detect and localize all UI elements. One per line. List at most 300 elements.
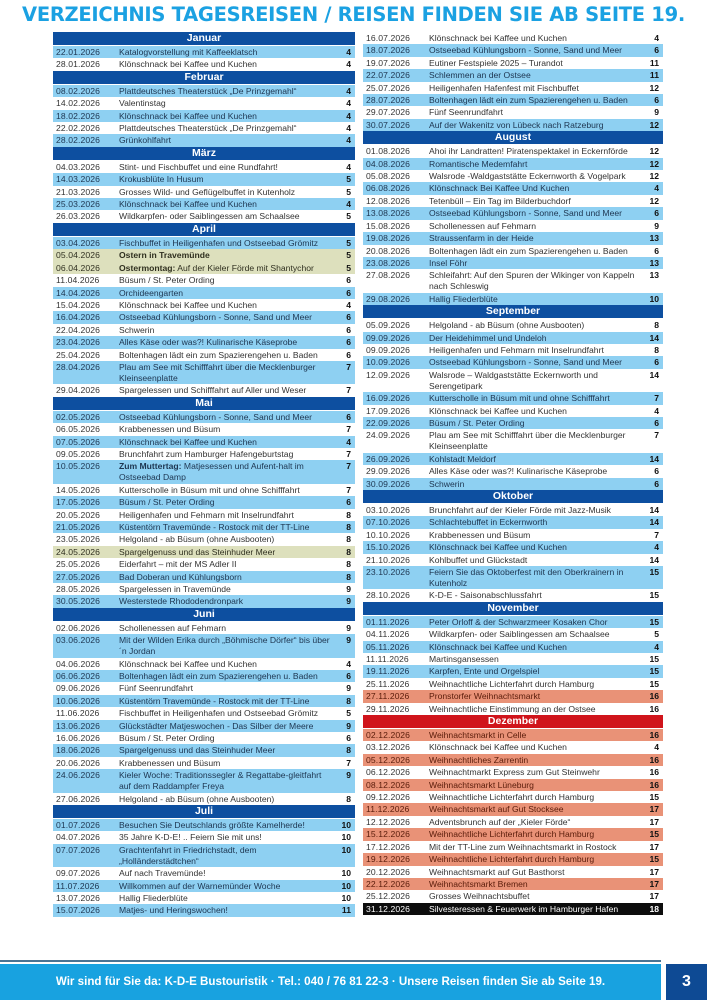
trip-title: Martinsgansessen xyxy=(429,654,499,664)
trip-date: 06.06.2026 xyxy=(56,671,101,682)
trip-date: 10.10.2026 xyxy=(366,529,411,540)
trip-row xyxy=(53,867,355,879)
trip-date: 24.09.2026 xyxy=(366,430,411,441)
trip-title: Büsum / St. Peter Ording xyxy=(429,417,525,428)
trip-row xyxy=(53,349,355,361)
trip-row xyxy=(363,293,663,305)
trip-row xyxy=(53,122,355,134)
trip-title: Kutterscholle in Büsum mit und ohne Schifffahrt xyxy=(119,484,300,495)
trip-title: Orchideengarten xyxy=(119,287,184,298)
trip-page: 12 xyxy=(649,158,659,169)
trip-page: 4 xyxy=(346,59,351,70)
trip-page: 5 xyxy=(346,186,351,197)
trip-date: 07.05.2026 xyxy=(56,436,101,447)
trip-date: 06.12.2026 xyxy=(366,767,411,778)
trip-date: 19.07.2026 xyxy=(366,57,411,68)
trip-row xyxy=(363,145,663,157)
trip-row xyxy=(363,690,663,702)
trip-row xyxy=(53,460,355,483)
trip-title: Ostseebad Kühlungsborn - Sonne, Sand und Meer xyxy=(429,208,623,219)
trip-page: 6 xyxy=(346,324,351,335)
trip-page: 7 xyxy=(346,757,351,768)
month-header: Juli xyxy=(53,805,355,819)
trip-page: 6 xyxy=(654,478,659,489)
trip-title: Schwerin xyxy=(119,324,155,335)
trip-date: 11.11.2026 xyxy=(366,654,409,664)
trip-row xyxy=(53,793,355,805)
trip-date: 30.07.2026 xyxy=(366,119,411,130)
trip-page: 6 xyxy=(346,337,351,348)
trip-page: 15 xyxy=(649,854,659,865)
trip-page: 17 xyxy=(649,841,659,852)
trip-page: 14 xyxy=(649,453,659,464)
trip-row xyxy=(363,82,663,94)
trip-title: Klönschnack bei Kaffee und Kuchen xyxy=(119,59,257,70)
trip-page: 9 xyxy=(346,770,351,781)
trip-row xyxy=(363,741,663,753)
trip-title: Weihnachtliche Lichterfahrt durch Hamburg xyxy=(429,792,595,803)
trip-date: 23.10.2026 xyxy=(366,566,411,577)
trip-title: Krabbenessen und Büsum xyxy=(119,424,221,435)
trip-row xyxy=(363,182,663,194)
trip-date: 02.05.2026 xyxy=(56,411,101,422)
trip-row xyxy=(53,509,355,521)
trip-date: 14.05.2026 xyxy=(56,484,101,495)
trip-date: 23.04.2026 xyxy=(56,337,101,348)
trip-title: Fischbuffet in Heiligenhafen und Ostseebad Grömitz xyxy=(119,237,319,248)
trip-date: 18.02.2026 xyxy=(56,110,101,121)
trip-date: 29.07.2026 xyxy=(366,107,411,118)
trip-page: 6 xyxy=(654,357,659,368)
trip-page: 17 xyxy=(649,866,659,877)
trip-row xyxy=(53,97,355,109)
trip-page: 8 xyxy=(346,521,351,532)
trip-page: 4 xyxy=(346,161,351,172)
month-header: Juni xyxy=(53,608,355,622)
trip-row xyxy=(53,46,355,58)
trip-page: 10 xyxy=(649,293,659,304)
trip-date: 13.07.2026 xyxy=(56,893,101,904)
trip-row xyxy=(363,678,663,690)
trip-date: 21.05.2026 xyxy=(56,521,101,532)
trip-page: 8 xyxy=(346,509,351,520)
trip-row xyxy=(53,134,355,146)
trip-date: 16.07.2026 xyxy=(366,33,411,43)
trip-title: Willkommen auf der Warnemünder Woche xyxy=(119,880,281,891)
trip-date: 22.04.2026 xyxy=(56,324,101,335)
trip-row xyxy=(363,729,663,741)
trip-title: Eiderfahrt – mit der MS Adler II xyxy=(119,559,237,570)
trip-title: Ostseebad Kühlungsborn - Sonne, Sand und Meer xyxy=(119,411,313,422)
trip-page: 7 xyxy=(346,361,351,372)
trip-date: 04.06.2026 xyxy=(56,658,101,669)
trip-date: 25.05.2026 xyxy=(56,559,101,570)
trip-date: 25.03.2026 xyxy=(56,199,101,210)
trip-row xyxy=(53,448,355,460)
trip-row xyxy=(363,816,663,828)
trip-row xyxy=(53,571,355,583)
trip-title: Ostseebad Kühlungsborn - Sonne, Sand und Meer xyxy=(429,357,623,368)
trip-title xyxy=(115,460,333,483)
trip-page: 6 xyxy=(346,349,351,360)
trip-row xyxy=(363,69,663,81)
trip-date: 22.02.2026 xyxy=(56,123,101,134)
trip-page: 12 xyxy=(649,195,659,206)
trip-row xyxy=(363,170,663,182)
trip-row xyxy=(363,653,663,665)
trip-row xyxy=(363,616,663,628)
trip-date: 15.04.2026 xyxy=(56,299,101,310)
trip-title: Alles Käse oder was?! Kulinarische Käseprobe xyxy=(429,466,608,477)
trip-row xyxy=(53,583,355,595)
trip-title: Fünf Seenrundfahrt xyxy=(119,683,194,694)
trip-page: 5 xyxy=(346,174,351,185)
trip-row xyxy=(53,658,355,670)
trip-title: Klönschnack bei Kaffee und Kuchen xyxy=(119,658,257,669)
trip-row xyxy=(363,890,663,902)
trip-date: 09.07.2026 xyxy=(56,868,101,879)
trip-row xyxy=(363,344,663,356)
trip-row xyxy=(53,311,355,323)
trip-title: Plattdeutsches Theaterstück „De Prinzgemahl“ xyxy=(119,85,297,96)
trip-date: 05.09.2026 xyxy=(366,320,411,331)
trip-row xyxy=(363,641,663,653)
trip-title: Hallig Fliederblüte xyxy=(429,293,498,304)
trip-row xyxy=(363,791,663,803)
trip-page: 13 xyxy=(649,270,659,281)
trip-title: Büsum / St. Peter Ording xyxy=(119,275,215,286)
trip-date: 20.12.2026 xyxy=(366,866,411,877)
trip-row xyxy=(363,232,663,244)
trip-page: 4 xyxy=(654,405,659,416)
trip-row xyxy=(53,423,355,435)
trip-title: Plau am See mit Schifffahrt über die Mecklenburger Kleinseenplatte xyxy=(429,430,626,452)
trip-row xyxy=(53,173,355,185)
trip-row xyxy=(53,720,355,732)
trip-page: 12 xyxy=(649,171,659,182)
trip-page: 17 xyxy=(649,816,659,827)
trip-date: 03.12.2026 xyxy=(366,742,411,753)
trip-date: 15.10.2026 xyxy=(366,542,411,553)
trip-page: 6 xyxy=(346,275,351,286)
trip-date: 22.09.2026 xyxy=(366,417,411,428)
trip-date: 28.02.2026 xyxy=(56,135,101,146)
trip-title: Weihnachtliches Zarrentin xyxy=(429,754,529,765)
trip-title: Grachtenfahrt in Friedrichstadt, dem „Holländerstädtchen“ xyxy=(119,844,257,866)
left-column xyxy=(53,32,355,917)
trip-page: 8 xyxy=(346,695,351,706)
trip-page: 13 xyxy=(649,233,659,244)
trip-page: 8 xyxy=(346,793,351,804)
trip-page: 4 xyxy=(654,742,659,753)
trip-date: 20.05.2026 xyxy=(56,509,101,520)
trip-page: 9 xyxy=(654,107,659,118)
trip-page: 16 xyxy=(649,703,659,714)
trip-date: 25.12.2026 xyxy=(366,891,411,902)
trip-title: Heiligenhafen und Fehmarn mit Inselrundfahrt xyxy=(119,509,294,520)
trip-title: Grosses Weihnachtsbuffet xyxy=(429,891,530,902)
trip-row xyxy=(363,119,663,131)
trip-page: 7 xyxy=(346,448,351,459)
trip-date: 23.08.2026 xyxy=(366,257,411,268)
trip-date: 26.03.2026 xyxy=(56,211,101,222)
trip-title: Büsum / St. Peter Ording xyxy=(119,497,215,508)
trip-date: 09.09.2026 xyxy=(366,344,411,355)
trip-date: 14.04.2026 xyxy=(56,287,101,298)
trip-date: 10.05.2026 xyxy=(56,461,101,472)
trip-title: Eutiner Festspiele 2025 – Turandot xyxy=(429,57,563,68)
trip-title xyxy=(115,249,333,261)
trip-title: Schlemmen an der Ostsee xyxy=(429,70,531,81)
trip-title-rest: Matjesessen und Aufent-halt im Ostseebad Damp xyxy=(119,461,304,483)
trip-date: 08.12.2026 xyxy=(366,779,411,790)
trip-title: Weihnachtsmarkt Lüneburg xyxy=(429,779,534,790)
trip-date: 04.08.2026 xyxy=(366,158,411,169)
trip-date: 05.11.2026 xyxy=(366,641,410,652)
trip-row xyxy=(363,220,663,232)
trip-row xyxy=(363,516,663,528)
trip-row xyxy=(363,529,663,541)
trip-row xyxy=(53,198,355,210)
trip-title: Klönschnack bei Kaffee und Kuchen xyxy=(119,436,257,447)
trip-row xyxy=(363,332,663,344)
trip-page: 6 xyxy=(654,208,659,219)
trip-date: 24.05.2026 xyxy=(56,546,101,557)
trip-date: 21.10.2026 xyxy=(366,554,411,565)
trip-row xyxy=(363,665,663,677)
trip-title: Schwerin xyxy=(429,478,465,489)
trip-date: 22.01.2026 xyxy=(56,47,101,57)
trip-title: Weihnachtsmarkt auf Gut Stocksee xyxy=(429,804,564,815)
trip-row xyxy=(363,392,663,404)
footer-banner: Wir sind für Sie da: K-D-E Bustouristik · Tel.: 040 / 76 81 22-3 · Unsere Reisen finden Sie ab Seite 19. xyxy=(0,964,661,1000)
trip-date: 10.06.2026 xyxy=(56,695,101,706)
trip-page: 4 xyxy=(346,299,351,310)
trip-page: 4 xyxy=(346,436,351,447)
trip-title: Helgoland - ab Büsum (ohne Ausbooten) xyxy=(119,793,275,804)
trip-page: 6 xyxy=(346,497,351,508)
trip-date: 11.07.2026 xyxy=(56,880,100,891)
trip-title: Mit der Wilden Erika durch „Böhmische Dörfer“ bis über´n Jordan xyxy=(119,635,330,657)
trip-title: Grosses Wild- und Geflügelbuffet in Kutenholz xyxy=(119,186,296,197)
trip-title: Kieler Woche: Traditionssegler & Regattabe-gleitfahrt auf dem Raddampfer Freya xyxy=(119,770,322,792)
trip-date: 06.04.2026 xyxy=(56,262,101,273)
trip-row xyxy=(53,892,355,904)
trip-date: 05.04.2026 xyxy=(56,250,101,261)
trip-date: 29.08.2026 xyxy=(366,293,411,304)
trip-title: Schollenessen auf Fehmarn xyxy=(119,622,227,633)
trip-date: 22.12.2026 xyxy=(366,878,411,889)
month-header: März xyxy=(53,147,355,161)
trip-title: Plau am See mit Schifffahrt über die Mecklenburger Kleinseenplatte xyxy=(119,361,316,383)
trip-title: Wildkarpfen- oder Saiblingessen am Schaalsee xyxy=(119,211,300,222)
trip-title: Weihnachtliche Lichterfahrt durch Hamburg xyxy=(429,678,595,689)
trip-title: Mit der TT-Line zum Weihnachtsmarkt in Rostock xyxy=(429,841,617,852)
trip-row xyxy=(53,744,355,756)
trip-row xyxy=(363,44,663,56)
trip-date: 29.04.2026 xyxy=(56,385,101,396)
trip-title: Büsum / St. Peter Ording xyxy=(119,733,215,744)
trip-date: 19.08.2026 xyxy=(366,233,411,244)
trip-row xyxy=(53,707,355,719)
trip-title: Spargelessen in Travemünde xyxy=(119,584,231,594)
trip-date: 15.07.2026 xyxy=(56,905,101,916)
trip-date: 12.08.2026 xyxy=(366,195,411,206)
trip-page: 10 xyxy=(341,832,351,843)
trip-page: 5 xyxy=(346,708,351,719)
trip-row xyxy=(53,904,355,916)
trip-row xyxy=(53,287,355,299)
trip-row xyxy=(53,411,355,423)
trip-title: Brunchfahrt zum Hamburger Hafengeburtstag xyxy=(119,448,294,459)
trip-title: Klönschnack bei Kaffee und Kuchen xyxy=(119,110,257,121)
footer-divider xyxy=(0,960,661,962)
trip-title: Klönschnack bei Kaffee und Kuchen xyxy=(119,299,257,310)
trip-row xyxy=(53,210,355,222)
trip-title: Auf nach Travemünde! xyxy=(119,868,206,879)
trip-date: 14.02.2026 xyxy=(56,98,101,109)
page-number: 3 xyxy=(666,964,707,1000)
trip-date: 17.12.2026 xyxy=(366,841,411,852)
trip-title: Klönschnack bei Kaffee und Kuchen xyxy=(429,641,567,652)
trip-title: Fischbuffet in Heiligenhafen und Ostseebad Grömitz xyxy=(119,708,319,719)
trip-date: 22.07.2026 xyxy=(366,70,411,81)
trip-title: Klönschnack bei Kaffee und Kuchen xyxy=(429,742,567,753)
trip-row xyxy=(53,336,355,348)
trip-row xyxy=(53,732,355,744)
trip-title: Fünf Seenrundfahrt xyxy=(429,107,504,118)
page-title: VERZEICHNIS TAGESREISEN / REISEN FINDEN SIE AB SEITE 19. xyxy=(22,3,685,26)
trip-page: 4 xyxy=(654,542,659,553)
trip-date: 28.05.2026 xyxy=(56,584,101,594)
trip-row xyxy=(363,356,663,368)
trip-title-emphasis: Ostermontag: xyxy=(119,262,176,273)
trip-date: 28.01.2026 xyxy=(56,59,101,70)
trip-page: 8 xyxy=(346,571,351,582)
trip-title: Wildkarpfen- oder Saiblingessen am Schaalsee xyxy=(429,629,610,640)
trip-page: 8 xyxy=(346,745,351,756)
trip-page: 5 xyxy=(654,629,659,640)
month-header: April xyxy=(53,223,355,237)
trip-title: Kohlstadt Meldorf xyxy=(429,453,496,464)
trip-row xyxy=(363,417,663,429)
trip-title: Valentinstag xyxy=(119,98,166,109)
trip-title: Der Heidehimmel und Undeloh xyxy=(429,332,547,343)
trip-row xyxy=(53,757,355,769)
trip-title: Krabbenessen und Büsum xyxy=(429,529,531,540)
trip-date: 19.11.2026 xyxy=(366,666,410,677)
trip-date: 28.07.2026 xyxy=(366,95,411,106)
trip-title: Weihnachtmarkt Express zum Gut Steinwehr xyxy=(429,767,600,778)
trip-page: 16 xyxy=(649,767,659,778)
trip-row xyxy=(363,703,663,715)
trip-title: Brunchfahrt auf der Kieler Förde mit Jazz-Musik xyxy=(429,504,611,515)
trip-title: Glückstädter Matjeswochen - Das Silber der Meere xyxy=(119,720,314,731)
trip-row xyxy=(363,257,663,269)
trip-row xyxy=(53,880,355,892)
trip-title: Pronstorfer Weihnachtsmarkt xyxy=(429,691,541,702)
trip-page: 9 xyxy=(346,720,351,731)
trip-date: 30.09.2026 xyxy=(366,478,411,489)
month-header: Februar xyxy=(53,71,355,85)
trip-title: Schlachtebuffet in Eckernworth xyxy=(429,517,548,528)
trip-title xyxy=(115,262,333,274)
trip-page: 8 xyxy=(346,534,351,545)
trip-page: 7 xyxy=(346,424,351,435)
trip-date: 18.06.2026 xyxy=(56,745,101,756)
trip-date: 16.09.2026 xyxy=(366,393,411,404)
trip-row xyxy=(53,634,355,657)
trip-row xyxy=(53,249,355,261)
trip-page: 7 xyxy=(654,529,659,540)
trip-title: Boltenhagen lädt ein zum Spazierengehen u. Baden xyxy=(119,349,318,360)
trip-page: 8 xyxy=(654,344,659,355)
month-header: November xyxy=(363,602,663,616)
trip-page: 12 xyxy=(649,82,659,93)
trip-row xyxy=(53,262,355,274)
trip-row xyxy=(53,58,355,70)
trip-row xyxy=(53,110,355,122)
trip-date: 31.12.2026 xyxy=(366,903,411,914)
trip-row xyxy=(363,207,663,219)
trip-page: 14 xyxy=(649,332,659,343)
trip-title: Walsrode – Waldgaststätte Eckernworth und Serengetipark xyxy=(429,369,598,391)
trip-date: 09.12.2026 xyxy=(366,792,411,803)
trip-date: 17.09.2026 xyxy=(366,405,411,416)
trip-title: Weihnachtliche Lichterfahrt durch Hamburg xyxy=(429,854,595,865)
trip-date: 28.04.2026 xyxy=(56,361,101,372)
month-header: Mai xyxy=(53,397,355,411)
trip-page: 7 xyxy=(654,430,659,441)
trip-row xyxy=(363,766,663,778)
trip-page: 6 xyxy=(346,411,351,422)
trip-date: 09.09.2026 xyxy=(366,332,411,343)
trip-title: Helgoland - ab Büsum (ohne Ausbooten) xyxy=(429,320,585,331)
trip-title: Klönschnack bei Kaffee und Kuchen xyxy=(119,199,257,210)
trip-title: Weihnachtsmarkt auf Gut Basthorst xyxy=(429,866,565,877)
trip-date: 11.04.2026 xyxy=(56,275,100,286)
trip-date: 01.08.2026 xyxy=(366,146,411,157)
trip-row xyxy=(53,496,355,508)
trip-row xyxy=(363,903,663,915)
trip-page: 9 xyxy=(346,596,351,607)
trip-row xyxy=(363,453,663,465)
trip-title: Adventsbrunch auf der „Kieler Förde“ xyxy=(429,816,571,827)
trip-page: 4 xyxy=(346,98,351,109)
trip-page: 17 xyxy=(649,891,659,902)
trip-row xyxy=(363,94,663,106)
trip-page: 15 xyxy=(649,590,659,601)
trip-title: Straussenfarm in der Heide xyxy=(429,233,534,244)
trip-title: Weihnachtsmarkt Bremen xyxy=(429,878,528,889)
trip-page: 14 xyxy=(649,554,659,565)
trip-row xyxy=(53,622,355,634)
trip-date: 29.11.2026 xyxy=(366,703,410,714)
trip-title: Küstentörn Travemünde - Rostock mit der TT-Line xyxy=(119,521,310,532)
trip-page: 6 xyxy=(346,671,351,682)
trip-row xyxy=(53,484,355,496)
trip-title: Weihnachtliche Lichterfahrt durch Hamburg xyxy=(429,829,595,840)
trip-row xyxy=(53,558,355,570)
trip-title: Insel Föhr xyxy=(429,257,468,268)
trip-row xyxy=(53,819,355,831)
trip-title: Spargelessen und Schifffahrt auf Aller und Weser xyxy=(119,385,307,396)
trip-row xyxy=(363,57,663,69)
trip-date: 25.04.2026 xyxy=(56,349,101,360)
month-header: Dezember xyxy=(363,715,663,729)
trip-row xyxy=(53,546,355,558)
trip-date: 27.06.2026 xyxy=(56,793,101,804)
